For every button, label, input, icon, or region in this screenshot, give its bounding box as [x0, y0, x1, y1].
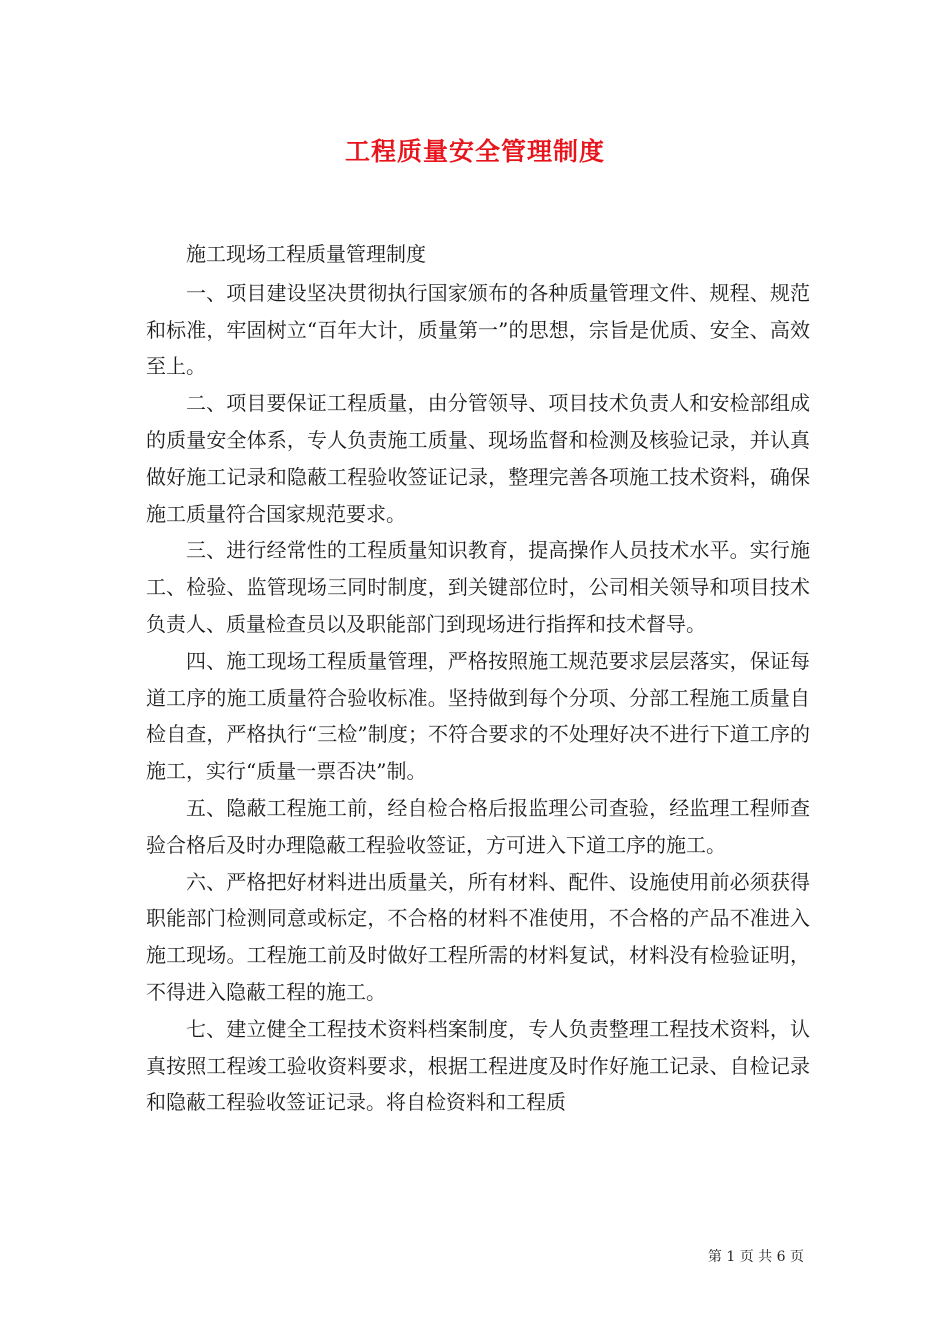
section-subheading: 施工现场工程质量管理制度 — [186, 242, 426, 266]
document-body — [146, 236, 810, 1121]
paragraph-5: 五、隐蔽工程施工前，经自检合格后报监理公司查验，经监理工程师查验合格后及时办理隐蔽工程验收签证，方可进入下道工序的施工。 — [146, 795, 810, 857]
paragraph-4: 四、施工现场工程质量管理，严格按照施工规范要求层层落实，保证每道工序的施工质量符合验收标准。坚持做到每个分项、分部工程施工质量自检自查，严格执行“三检”制度；不符合要求的不处理好决不进行下道工序的施工，实行“质量一票否决”制。 — [146, 648, 810, 784]
paragraph-6: 六、严格把好材料进出质量关，所有材料、配件、设施使用前必须获得职能部门检测同意或标定，不合格的材料不准使用，不合格的产品不准进入施工现场。工程施工前及时做好工程所需的材料复试，材料没有检验证明，不得进入隐蔽工程的施工。 — [146, 869, 810, 1004]
page-title: 工程质量安全管理制度 — [344, 137, 605, 166]
paragraph-2: 二、项目要保证工程质量，由分管领导、项目技术负责人和安检部组成的质量安全体系，专人负责施工质量、现场监督和检测及核验记录，并认真做好施工记录和隐蔽工程验收签证记录，整理完善各项施工技术资料，确保施工质量符合国家规范要求。 — [146, 391, 810, 526]
paragraph-1: 一、项目建设坚决贯彻执行国家颁布的各种质量管理文件、规程、规范和标准，牢固树立“百年大计，质量第一”的思想，宗旨是优质、安全、高效至上。 — [146, 280, 810, 379]
page-number-footer: 第 1 页 共 6 页 — [707, 1249, 804, 1265]
paragraph-7: 七、建立健全工程技术资料档案制度，专人负责整理工程技术资料，认真按照工程竣工验收资料要求，根据工程进度及时作好施工记录、自检记录和隐蔽工程验收签证记录。将自检资料和工程质 — [146, 1016, 810, 1115]
paragraph-3: 三、进行经常性的工程质量知识教育，提高操作人员技术水平。实行施工、检验、监管现场三同时制度，到关键部位时，公司相关领导和项目技术负责人、质量检查员以及职能部门到现场进行指挥和技术督导。 — [146, 538, 810, 636]
